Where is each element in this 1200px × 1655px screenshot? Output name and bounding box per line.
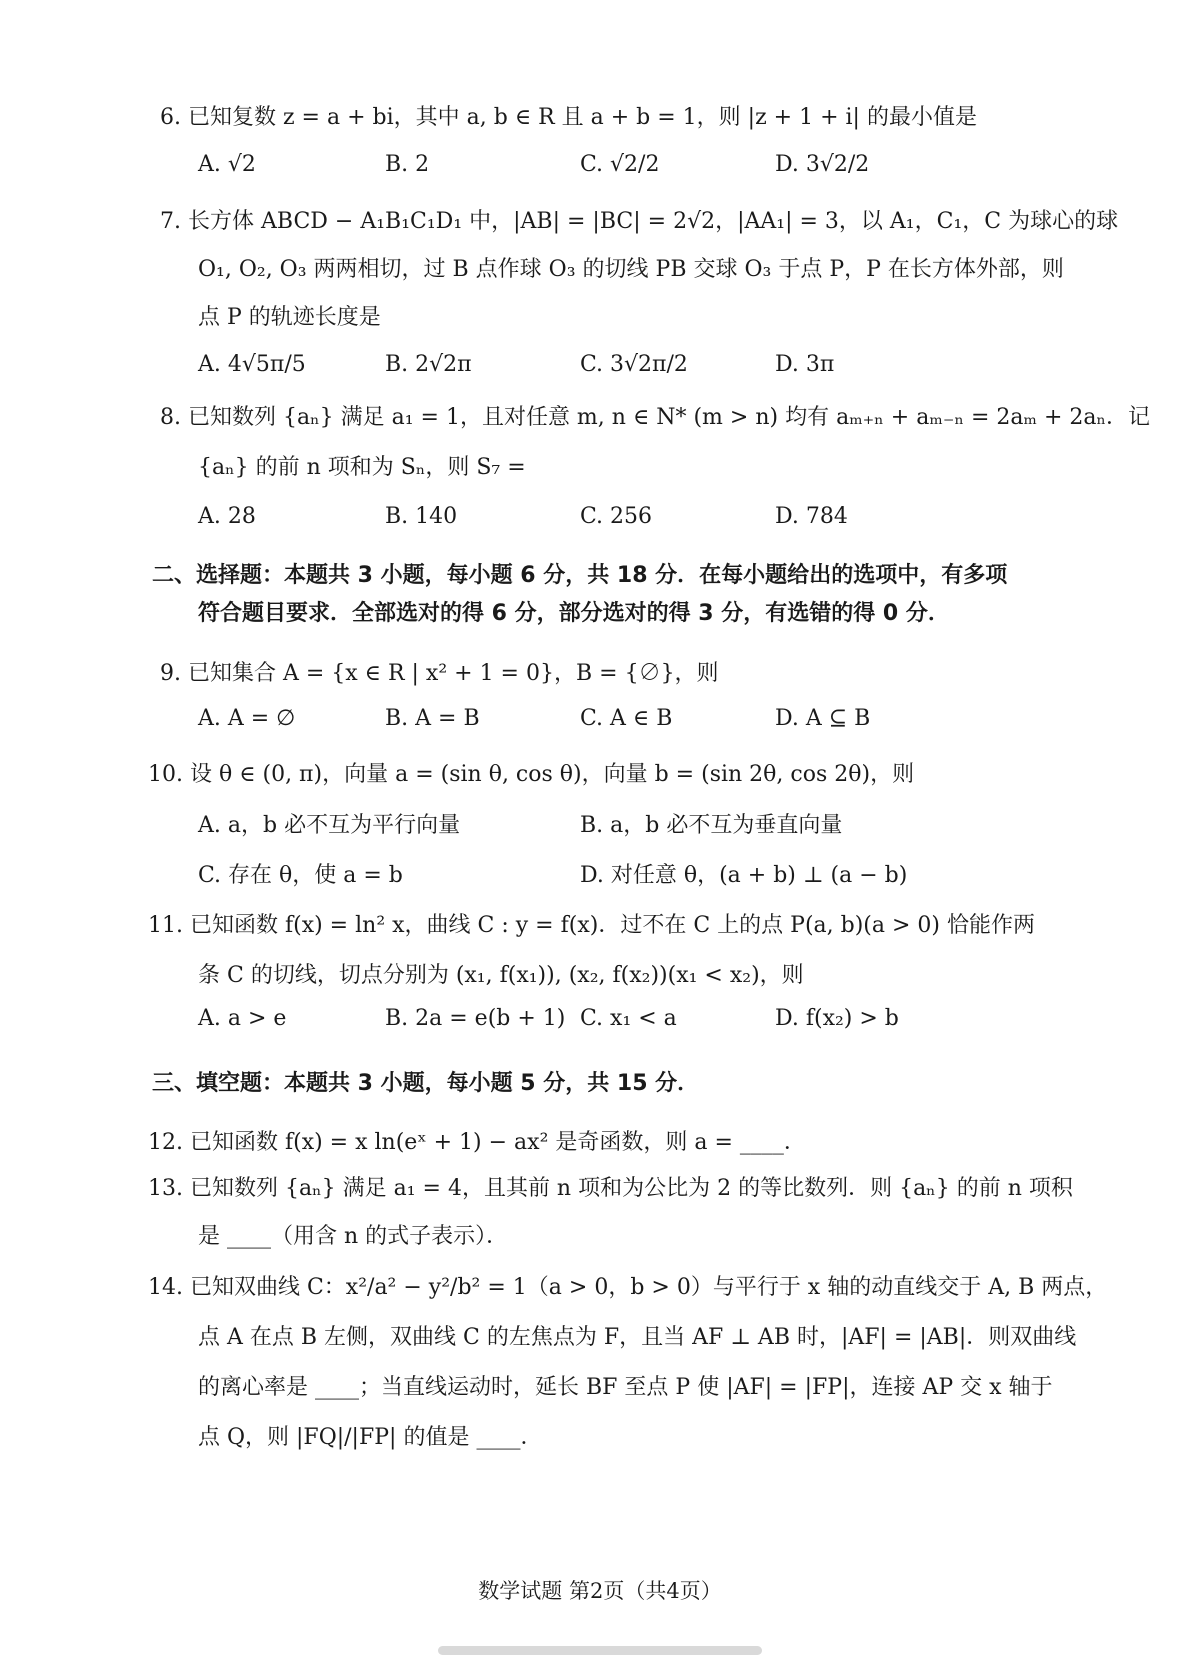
question-9-option-d: D. A ⊆ B bbox=[775, 706, 871, 731]
question-7-line-3: 点 P 的轨迹长度是 bbox=[198, 305, 381, 330]
question-9-option-c: C. A ∈ B bbox=[580, 706, 673, 731]
question-11-option-d: D. f(x₂) > b bbox=[775, 1006, 899, 1031]
home-indicator-bar[interactable] bbox=[438, 1646, 762, 1655]
question-10-option-d: D. 对任意 θ，(a + b) ⊥ (a − b) bbox=[580, 863, 908, 888]
question-9-stem: 9. 已知集合 A = {x ∈ R | x² + 1 = 0}，B = {∅}，则 bbox=[160, 661, 719, 686]
question-10-option-b: B. a，b 必不互为垂直向量 bbox=[580, 813, 843, 838]
question-9-option-b: B. A = B bbox=[385, 706, 480, 731]
question-8-option-c: C. 256 bbox=[580, 504, 653, 529]
question-11-line-2: 条 C 的切线，切点分别为 (x₁, f(x₁)), (x₂, f(x₂))(x₁ < x₂)，则 bbox=[198, 963, 804, 988]
question-10-option-c: C. 存在 θ，使 a = b bbox=[198, 863, 403, 888]
question-13-stem: 13. 已知数列 {aₙ} 满足 a₁ = 4，且其前 n 项和为公比为 2 的等比数列．则 {aₙ} 的前 n 项积 bbox=[148, 1176, 1073, 1201]
question-6-option-d: D. 3√2/2 bbox=[775, 152, 870, 177]
question-8-stem: 8. 已知数列 {aₙ} 满足 a₁ = 1，且对任意 m, n ∈ N* (m > n) 均有 aₘ₊ₙ + aₘ₋ₙ = 2aₘ + 2aₙ．记 bbox=[160, 405, 1151, 430]
question-7-stem: 7. 长方体 ABCD − A₁B₁C₁D₁ 中，|AB| = |BC| = 2√2，|AA₁| = 3，以 A₁，C₁，C 为球心的球 bbox=[160, 209, 1119, 234]
question-7-option-b: B. 2√2π bbox=[385, 352, 472, 377]
question-6-option-a: A. √2 bbox=[198, 152, 256, 177]
question-7-line-2: O₁, O₂, O₃ 两两相切，过 B 点作球 O₃ 的切线 PB 交球 O₃ 于点 P，P 在长方体外部，则 bbox=[198, 257, 1064, 282]
section-2-heading: 二、选择题：本题共 3 小题，每小题 6 分，共 18 分．在每小题给出的选项中，有多项 bbox=[152, 563, 1008, 588]
question-9-option-a: A. A = ∅ bbox=[198, 706, 296, 731]
question-8-line-2: {aₙ} 的前 n 项和为 Sₙ，则 S₇ = bbox=[198, 455, 526, 480]
question-10-stem: 10. 设 θ ∈ (0, π)，向量 a = (sin θ, cos θ)，向量 b = (sin 2θ, cos 2θ)，则 bbox=[148, 762, 915, 787]
question-11-option-a: A. a > e bbox=[198, 1006, 287, 1031]
page-footer: 数学试题 第2页（共4页） bbox=[478, 1579, 722, 1603]
question-11-option-b: B. 2a = e(b + 1) bbox=[385, 1006, 566, 1031]
question-6-stem: 6. 已知复数 z = a + bi，其中 a, b ∈ R 且 a + b = 1，则 |z + 1 + i| 的最小值是 bbox=[160, 105, 977, 130]
question-14-line-3: 的离心率是 ____；当直线运动时，延长 BF 至点 P 使 |AF| = |FP|，连接 AP 交 x 轴于 bbox=[198, 1375, 1053, 1400]
question-6-option-c: C. √2/2 bbox=[580, 152, 660, 177]
question-7-option-a: A. 4√5π/5 bbox=[198, 352, 306, 377]
question-13-line-2: 是 ____（用含 n 的式子表示）． bbox=[198, 1224, 509, 1249]
question-8-option-a: A. 28 bbox=[198, 504, 256, 529]
question-7-option-c: C. 3√2π/2 bbox=[580, 352, 688, 377]
question-11-stem: 11. 已知函数 f(x) = ln² x，曲线 C : y = f(x)．过不在 C 上的点 P(a, b)(a > 0) 恰能作两 bbox=[148, 913, 1035, 938]
section-2-instructions: 符合题目要求．全部选对的得 6 分，部分选对的得 3 分，有选错的得 0 分． bbox=[198, 601, 950, 626]
question-12-stem: 12. 已知函数 f(x) = x ln(eˣ + 1) − ax² 是奇函数，则 a = ____． bbox=[148, 1130, 806, 1155]
question-6-option-b: B. 2 bbox=[385, 152, 430, 177]
question-14-line-4: 点 Q，则 |FQ|/|FP| 的值是 ____． bbox=[198, 1425, 543, 1450]
question-10-option-a: A. a，b 必不互为平行向量 bbox=[198, 813, 461, 838]
question-14-line-2: 点 A 在点 B 左侧，双曲线 C 的左焦点为 F，且当 AF ⊥ AB 时，|AF| = |AB|．则双曲线 bbox=[198, 1325, 1077, 1350]
question-11-option-c: C. x₁ < a bbox=[580, 1006, 677, 1031]
question-7-option-d: D. 3π bbox=[775, 352, 835, 377]
question-14-stem: 14. 已知双曲线 C：x²/a² − y²/b² = 1（a > 0，b > 0）与平行于 x 轴的动直线交于 A, B 两点， bbox=[148, 1275, 1108, 1300]
question-8-option-b: B. 140 bbox=[385, 504, 458, 529]
section-3-heading: 三、填空题：本题共 3 小题，每小题 5 分，共 15 分． bbox=[152, 1071, 700, 1096]
question-8-option-d: D. 784 bbox=[775, 504, 848, 529]
